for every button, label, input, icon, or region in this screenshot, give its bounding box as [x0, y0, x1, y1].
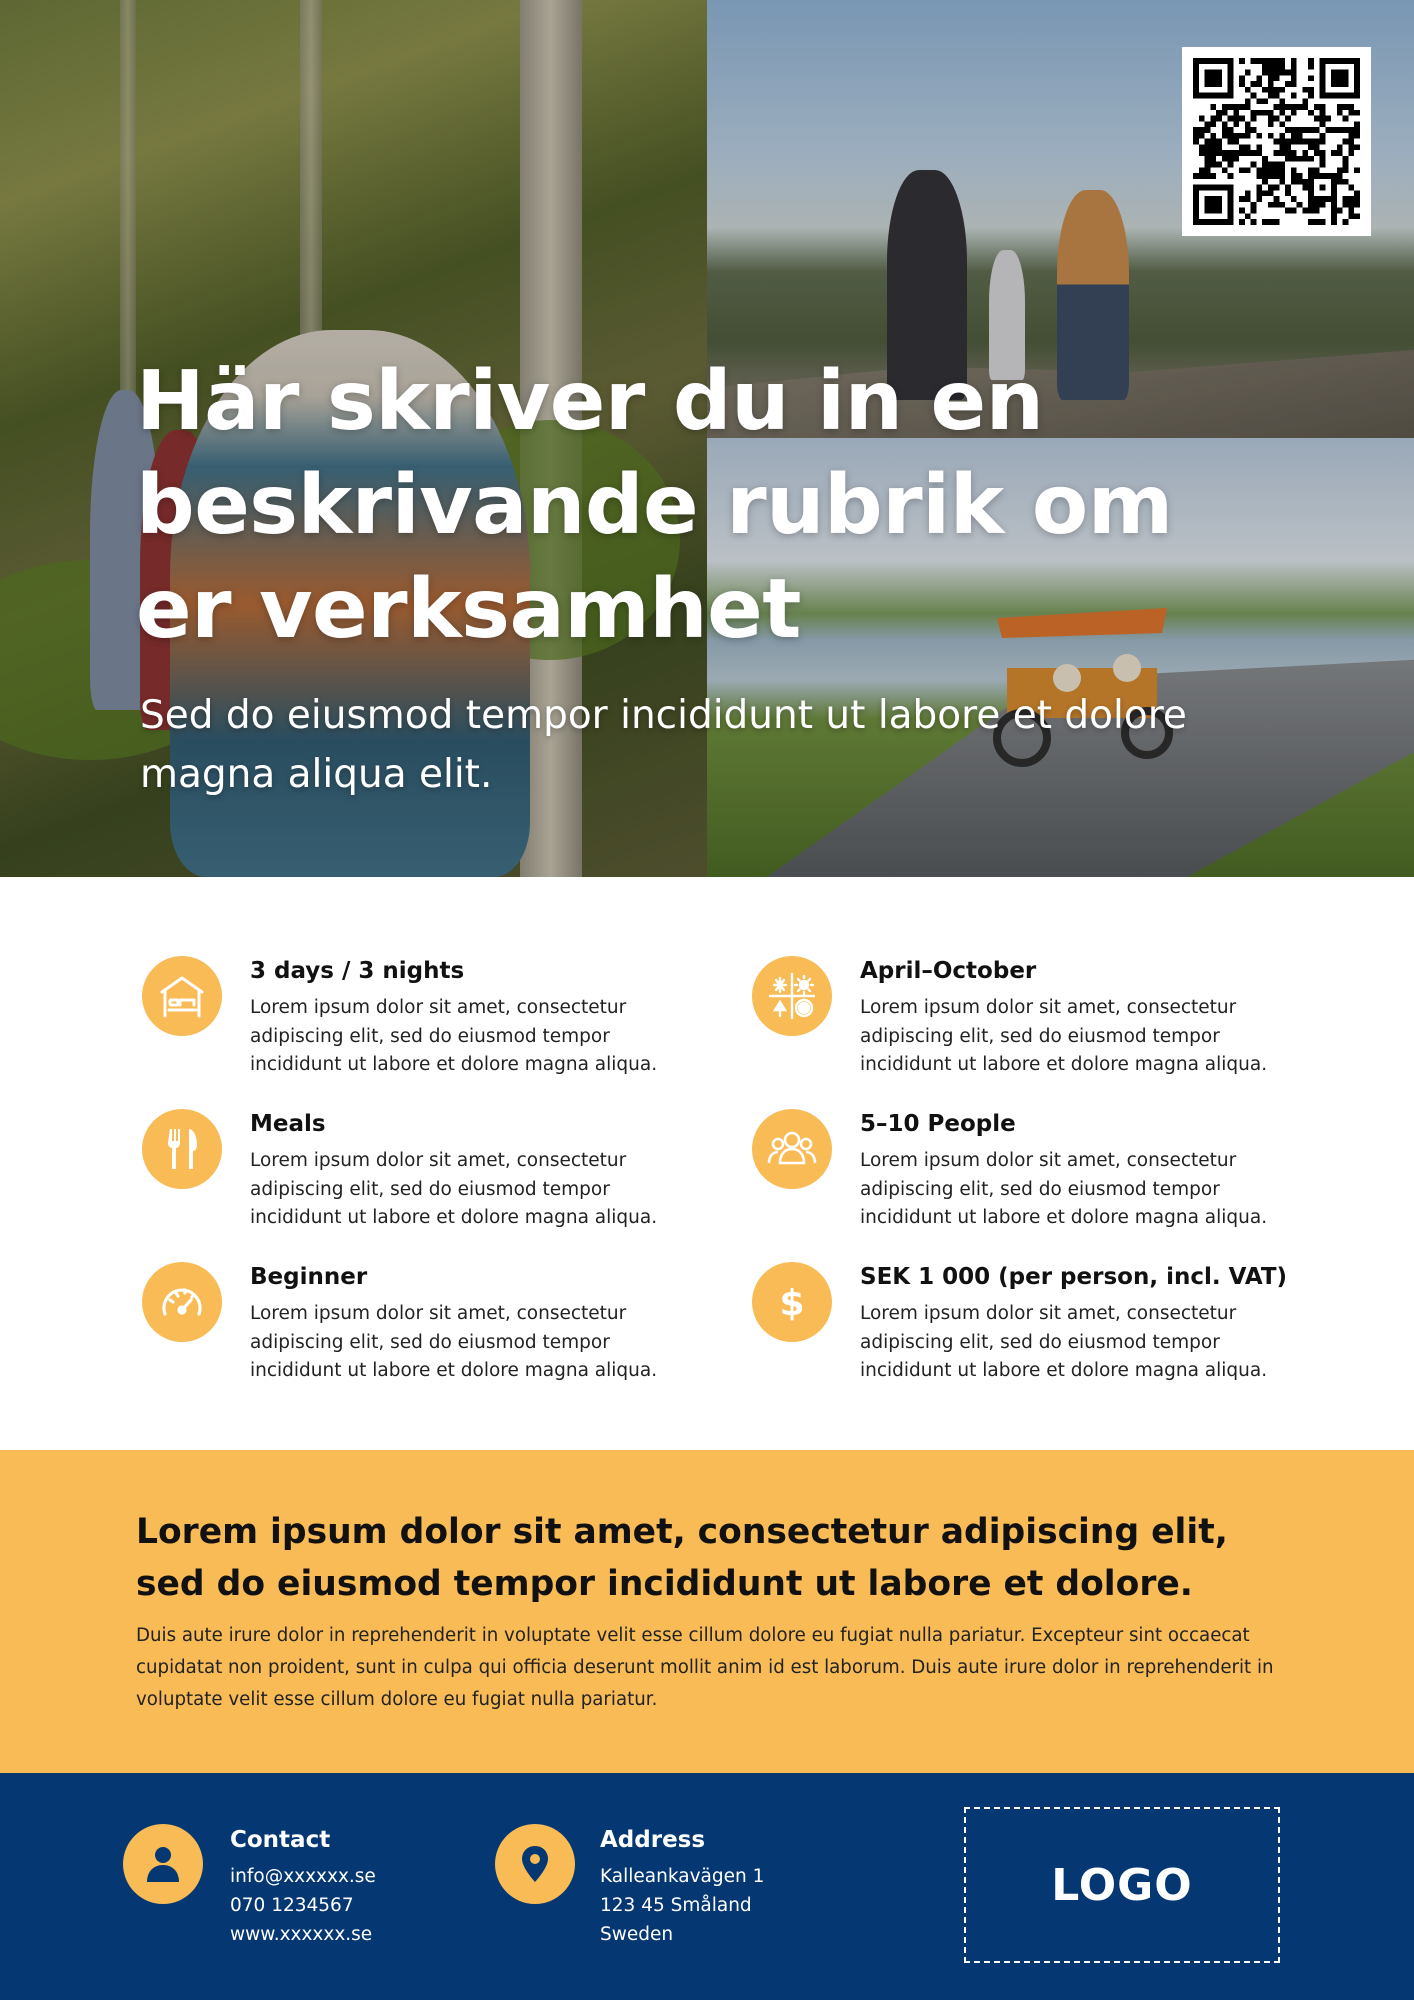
address-postal: 123 45 Småland [600, 1895, 752, 1916]
hero-subtitle: Sed do eiusmod tempor incididunt ut labore et dolore magna aliqua elit. [140, 693, 1187, 797]
feature-title: 5–10 People [860, 1111, 1016, 1137]
person-icon [123, 1824, 203, 1904]
band-title: Lorem ipsum dolor sit amet, consectetur adipiscing elit, sed do eiusmod tempor incididunt ut labore et dolore. [136, 1512, 1228, 1604]
feature-text: Lorem ipsum dolor sit amet, consectetur adipiscing elit, sed do eiusmod tempor incididunt ut labore et dolore magna aliqua. [250, 1303, 658, 1381]
qr-code[interactable] [1182, 47, 1371, 236]
feature-text: Lorem ipsum dolor sit amet, consectetur adipiscing elit, sed do eiusmod tempor incididunt ut labore et dolore magna aliqua. [860, 1150, 1268, 1228]
logo-text: LOGO [1051, 1859, 1193, 1911]
feature-text: Lorem ipsum dolor sit amet, consectetur adipiscing elit, sed do eiusmod tempor incididunt ut labore et dolore magna aliqua. [250, 1150, 658, 1228]
seasons-icon [752, 956, 832, 1036]
feature-title: SEK 1 000 (per person, incl. VAT) [860, 1264, 1288, 1290]
hero-title: Här skriver du in en beskrivande rubrik om er verksamhet [136, 354, 1173, 657]
feature-price [752, 1262, 1312, 1392]
speedometer-icon [142, 1262, 222, 1342]
address-title: Address [600, 1827, 706, 1853]
feature-title: April–October [860, 958, 1037, 984]
feature-duration [142, 956, 702, 1086]
feature-text: Lorem ipsum dolor sit amet, consectetur adipiscing elit, sed do eiusmod tempor incididunt ut labore et dolore magna aliqua. [860, 1303, 1268, 1381]
contact-website[interactable]: www.xxxxxx.se [230, 1924, 373, 1945]
feature-title: Beginner [250, 1264, 368, 1290]
fork-knife-icon [142, 1109, 222, 1189]
address-street: Kalleankavägen 1 [600, 1866, 765, 1887]
feature-text: Lorem ipsum dolor sit amet, consectetur adipiscing elit, sed do eiusmod tempor incididunt ut labore et dolore magna aliqua. [860, 997, 1268, 1075]
svg-text:$: $ [779, 1283, 805, 1324]
feature-level [142, 1262, 702, 1392]
people-icon [752, 1109, 832, 1189]
feature-title: 3 days / 3 nights [250, 958, 465, 984]
feature-title: Meals [250, 1111, 326, 1137]
band-text: Duis aute irure dolor in reprehenderit in voluptate velit esse cillum dolore eu fugiat nulla pariatur. Excepteur sint occaecat cupidatat non proident, sunt in culpa qui officia deserunt mollit anim id est laborum. Duis aute irure dolor in reprehenderit in voluptate velit esse cillum dolore eu fugiat nulla pariatur. [136, 1625, 1274, 1710]
footer [0, 1773, 1414, 2000]
map-pin-icon [495, 1824, 575, 1904]
contact-email[interactable]: info@xxxxxx.se [230, 1866, 376, 1887]
address-country: Sweden [600, 1924, 674, 1945]
hero-banner [0, 0, 1414, 877]
feature-group-size [752, 1109, 1312, 1239]
feature-season [752, 956, 1312, 1086]
contact-phone[interactable]: 070 1234567 [230, 1895, 354, 1916]
bed-icon [142, 956, 222, 1036]
highlight-band [0, 1450, 1414, 1773]
logo-placeholder [964, 1807, 1280, 1963]
contact-title: Contact [230, 1827, 331, 1853]
dollar-icon [752, 1262, 832, 1342]
feature-text: Lorem ipsum dolor sit amet, consectetur adipiscing elit, sed do eiusmod tempor incididunt ut labore et dolore magna aliqua. [250, 997, 658, 1075]
feature-meals [142, 1109, 702, 1239]
